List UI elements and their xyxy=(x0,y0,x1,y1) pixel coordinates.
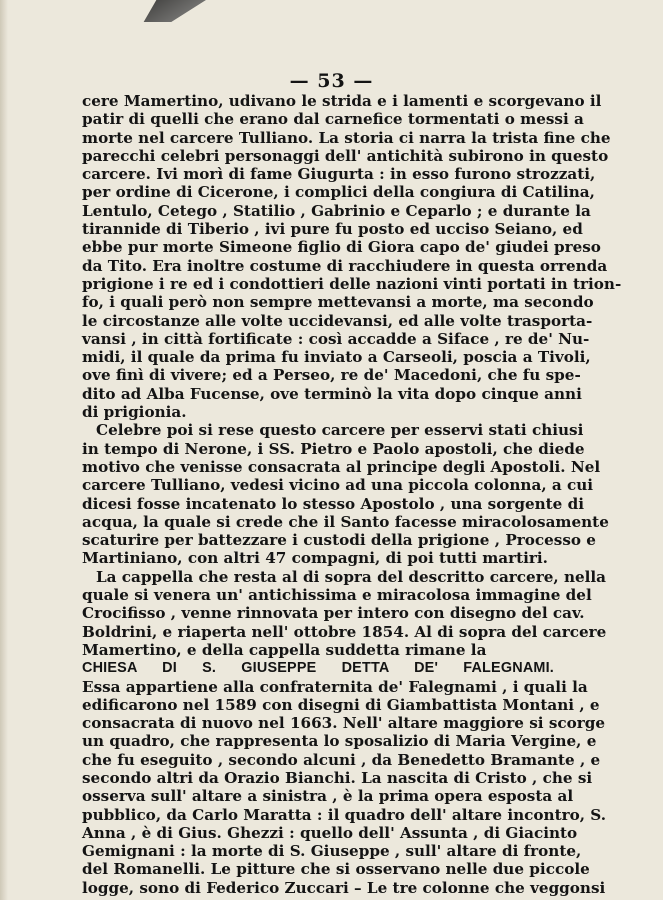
text-line: tirannide di Tiberio , ivi pure fu posto ed ucciso Seiano, ed xyxy=(82,220,583,239)
text-line: parecchi celebri personaggi dell' antichità subirono in questo xyxy=(82,146,609,165)
text-line: morte nel carcere Tulliano. La storia ci narra la trista fine che xyxy=(82,128,611,147)
text-line: Mamertino, e della cappella suddetta rimane la xyxy=(82,640,487,659)
text-line: da Tito. Era inoltre costume di racchiudere in questa orrenda xyxy=(82,256,608,275)
text-line: Anna , è di Gius. Ghezzi : quello dell' Assunta , di Giacinto xyxy=(82,823,578,842)
text-line: ove finì di vivere; ed a Perseo, re de' Macedoni, che fu spe- xyxy=(82,366,581,385)
text-line: Lentulo, Cetego , Statilio , Gabrinio e Ceparlo ; e durante la xyxy=(82,201,591,220)
text-line: Essa appartiene alla confraternita de' Falegnami , i quali la xyxy=(82,677,588,696)
text-line: secondo altri da Orazio Bianchi. La nascita di Cristo , che si xyxy=(82,768,593,787)
text-line: del Romanelli. Le pitture che si osservano nelle due piccole xyxy=(82,860,590,879)
text-line: Martiniano, con altri 47 compagni, di poi tutti martiri. xyxy=(82,549,548,568)
text-line: consacrata di nuovo nel 1663. Nell' altare maggiore si scorge xyxy=(82,714,606,733)
text-line: scaturire per battezzare i custodi della prigione , Processo e xyxy=(82,531,596,550)
text-line: pubblico, da Carlo Maratta : il quadro dell' altare incontro, S. xyxy=(82,805,607,824)
text-line: le circostanze alle volte uccidevansi, ed alle volte trasporta- xyxy=(82,311,593,330)
text-line: patir di quelli che erano dal carnefice tormentati o messi a xyxy=(82,110,584,129)
text-line: carcere. Ivi morì di fame Giugurta : in esso furono strozzati, xyxy=(82,165,596,184)
text-line: Boldrini, e riaperta nell' ottobre 1854. Al di sopra del carcere xyxy=(82,622,607,641)
text-line: dicesi fosse incatenato lo stesso Apostolo , una sorgente di xyxy=(82,494,585,513)
text-line: vansi , in città fortificate : così accadde a Siface , re de' Nu- xyxy=(82,329,590,348)
text-line: per ordine di Cicerone, i complici della congiura di Catilina, xyxy=(82,183,595,202)
section-heading: CHIESA DI S. GIUSEPPE DETTA DE' FALEGNAMI. xyxy=(82,660,554,677)
page-corner-fold xyxy=(144,0,217,22)
text-line: quale si venera un' antichissima e miracolosa immagine del xyxy=(82,586,592,605)
text-line: di prigionia. xyxy=(82,403,187,422)
page-number: — 53 — xyxy=(289,70,374,92)
text-line: edificarono nel 1589 con disegni di Giambattista Montani , e xyxy=(82,695,600,714)
text-line: prigione i re ed i condottieri delle nazioni vinti portati in trion- xyxy=(82,274,622,293)
text-line: dito ad Alba Fucense, ove terminò la vita dopo cinque anni xyxy=(82,384,582,403)
text-line: motivo che venisse consacrata al principe degli Apostoli. Nel xyxy=(82,457,601,476)
text-line: acqua, la quale si crede che il Santo facesse miracolosamente xyxy=(82,512,609,531)
text-line: cere Mamertino, udivano le strida e i lamenti e scorgevano il xyxy=(82,92,602,110)
body-text xyxy=(82,92,622,897)
text-line: ebbe pur morte Simeone figlio di Giora capo de' giudei preso xyxy=(82,238,601,257)
text-line: un quadro, che rappresenta lo sposalizio di Maria Vergine, e xyxy=(82,732,597,751)
text-line: Crocifisso , venne rinnovata per intero con disegno del cav. xyxy=(82,604,585,623)
text-line: Celebre poi si rese questo carcere per esservi stati chiusi xyxy=(96,421,584,440)
text-line: osserva sull' altare a sinistra , è la prima opera esposta al xyxy=(82,787,574,806)
text-line: carcere Tulliano, vedesi vicino ad una piccola colonna, a cui xyxy=(82,476,594,495)
page-gutter-shadow xyxy=(0,0,8,900)
text-line: La cappella che resta al di sopra del descritto carcere, nella xyxy=(96,567,607,586)
text-line: in tempo di Nerone, i SS. Pietro e Paolo apostoli, che diede xyxy=(82,439,585,458)
text-line: fo, i quali però non sempre mettevansi a morte, ma secondo xyxy=(82,293,594,312)
text-line: che fu eseguito , secondo alcuni , da Benedetto Bramante , e xyxy=(82,750,601,769)
text-line: Gemignani : la morte di S. Giuseppe , sull' altare di fronte, xyxy=(82,842,582,861)
text-line: midi, il quale da prima fu inviato a Carseoli, poscia a Tivoli, xyxy=(82,348,591,367)
text-line: logge, sono di Federico Zuccari – Le tre colonne che veggonsi xyxy=(82,878,606,897)
